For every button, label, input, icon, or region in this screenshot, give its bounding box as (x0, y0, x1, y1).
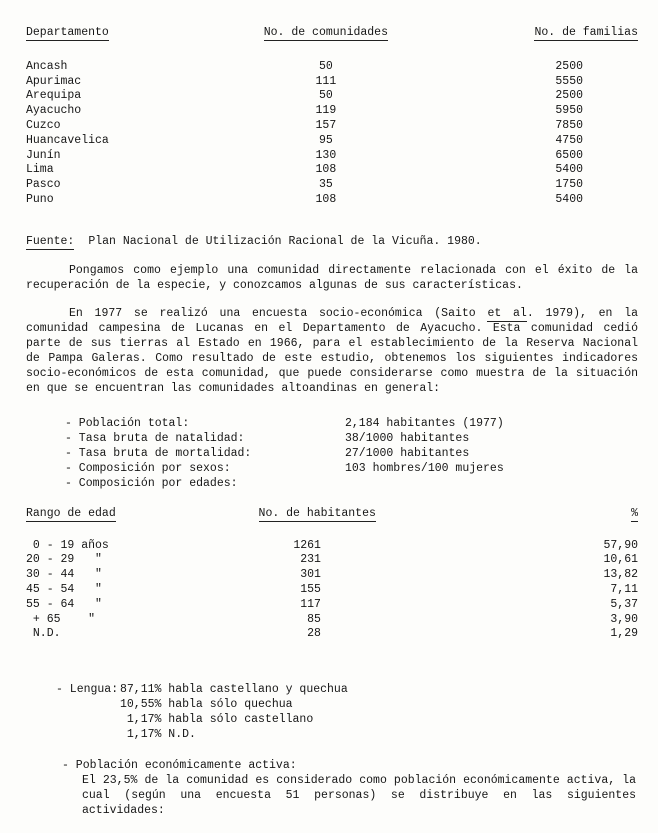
communities-table (26, 26, 638, 208)
table-row (26, 627, 638, 642)
age-range-cell: + 65 " (26, 612, 96, 626)
percent-cell: 10,61 (603, 553, 638, 567)
language-line: 10,55% habla sólo quechua (120, 698, 293, 712)
department-cell: Junín (26, 148, 61, 162)
communities-count-cell: 157 (315, 118, 337, 132)
indicator-label: - Población total: (65, 416, 190, 430)
percent-cell: 57,90 (603, 538, 638, 552)
table-row (26, 598, 638, 613)
table-row (26, 613, 638, 628)
communities-count-cell: 50 (318, 59, 333, 73)
indicator-label: - Composición por edades: (65, 476, 238, 490)
et-al-underlined: et al (487, 306, 527, 320)
age-range-cell: 45 - 54 " (26, 582, 102, 596)
paragraph-survey-part2: . 1979), en la comunidad campesina de Lucanas en el Departamento de Ayacucho. Esta comunidad cedió parte de sus tierras al Estado en 1966, para el establecimiento de la Reserva Nacional de Pampa Galeras. Como resultado de este estudio, obtenemos los siguientes indicadores socio-económicos de esta comunidad, que puede considerarse como muestra de la situación en que se encuentran las comunidades altoandinas en general: (26, 306, 639, 395)
economically-active-text: El 23,5% de la comunidad es considerado como población económicamente activa, la cual (según una encuesta 51 personas) se distribuye en las siguientes actividades: (82, 774, 636, 818)
age-range-cell: 55 - 64 " (26, 597, 102, 611)
source-label: Fuente: (26, 234, 75, 248)
language-line: 1,17% N.D. (120, 728, 196, 742)
department-cell: Ayacucho (26, 104, 82, 118)
department-cell: Lima (26, 163, 54, 177)
list-item (65, 431, 638, 446)
communities-count-cell: 130 (315, 148, 337, 162)
families-count-cell: 5400 (555, 163, 583, 177)
indicator-label: - Tasa bruta de natalidad: (65, 431, 245, 445)
department-cell: Cuzco (26, 118, 61, 132)
economically-active-label: - Población económicamente activa: (62, 759, 297, 773)
inhabitants-cell: 1261 (293, 538, 321, 552)
language-line: 1,17% habla sólo castellano (120, 713, 314, 727)
paragraph-survey-part1: En 1977 se realizó una encuesta socio-económica (Saito (69, 306, 488, 320)
age-range-cell: 30 - 44 " (26, 568, 102, 582)
header-rango-edad: Rango de edad (26, 506, 116, 520)
department-cell: Huancavelica (26, 133, 109, 147)
language-lines (120, 682, 348, 742)
communities-count-cell: 35 (318, 178, 333, 192)
indicator-value: 38/1000 habitantes (345, 431, 470, 445)
indicator-label: - Tasa bruta de mortalidad: (65, 446, 252, 460)
indicator-label: - Composición por sexos: (65, 461, 231, 475)
table-row (26, 149, 638, 164)
inhabitants-cell: 117 (300, 597, 321, 611)
header-no-comunidades: No. de comunidades (263, 26, 388, 39)
header-departamento: Departamento (26, 26, 109, 39)
percent-cell: 1,29 (610, 627, 638, 641)
communities-count-cell: 108 (315, 192, 337, 206)
age-range-cell: 20 - 29 " (26, 553, 102, 567)
communities-count-cell: 50 (318, 89, 333, 103)
indicator-value: 27/1000 habitantes (345, 446, 470, 460)
age-range-cell: N.D. (26, 627, 61, 641)
inhabitants-cell: 28 (307, 627, 321, 641)
list-item (65, 446, 638, 461)
families-count-cell: 5950 (555, 104, 583, 118)
language-label: - Lengua: (56, 683, 119, 697)
families-count-cell: 1750 (555, 178, 583, 192)
paragraph-example-intro: Pongamos como ejemplo una comunidad directamente relacionada con el éxito de la recuperación de la especie, y conozcamos algunas de sus características. (26, 263, 638, 292)
age-distribution-table (26, 507, 638, 642)
language-line: 87,11% habla castellano y quechua (120, 683, 348, 697)
communities-count-cell: 95 (318, 133, 333, 147)
list-item (65, 461, 638, 476)
families-count-cell: 2500 (555, 59, 583, 73)
communities-count-cell: 111 (315, 74, 337, 88)
economically-active-section (26, 758, 638, 818)
percent-cell: 7,11 (610, 582, 638, 596)
header-percent: % (631, 506, 638, 520)
age-table-header-row (26, 507, 638, 539)
communities-count-cell: 119 (315, 104, 337, 118)
table-row (26, 193, 638, 208)
table-row (26, 568, 638, 583)
table-row (26, 60, 638, 75)
department-cell: Ancash (26, 59, 68, 73)
inhabitants-cell: 85 (307, 612, 321, 626)
communities-count-cell: 108 (315, 163, 337, 177)
department-cell: Apurimac (26, 74, 82, 88)
source-line (26, 234, 638, 249)
inhabitants-cell: 231 (300, 553, 321, 567)
source-text: Plan Nacional de Utilización Racional de la Vicuña. 1980. (88, 234, 482, 248)
table-row (26, 583, 638, 598)
table-row (26, 119, 638, 134)
families-count-cell: 6500 (555, 148, 583, 162)
inhabitants-cell: 301 (300, 568, 321, 582)
table-row (26, 75, 638, 90)
list-item (65, 476, 638, 491)
percent-cell: 5,37 (610, 597, 638, 611)
table-row (26, 178, 638, 193)
department-cell: Puno (26, 192, 54, 206)
families-count-cell: 5400 (555, 192, 583, 206)
language-section (26, 682, 638, 742)
percent-cell: 3,90 (610, 612, 638, 626)
department-cell: Pasco (26, 178, 61, 192)
families-count-cell: 7850 (555, 118, 583, 132)
table-row (26, 89, 638, 104)
table-row (26, 163, 638, 178)
indicator-value: 2,184 habitantes (1977) (345, 416, 504, 430)
communities-table-header-row (26, 26, 638, 60)
families-count-cell: 5550 (555, 74, 583, 88)
table-row (26, 104, 638, 119)
table-row (26, 553, 638, 568)
header-no-familias: No. de familias (534, 26, 638, 39)
list-item (65, 416, 638, 431)
table-row (26, 539, 638, 554)
indicators-list (26, 416, 638, 491)
table-row (26, 134, 638, 149)
families-count-cell: 2500 (555, 89, 583, 103)
inhabitants-cell: 155 (300, 582, 321, 596)
paragraph-survey (26, 306, 638, 396)
percent-cell: 13,82 (603, 568, 638, 582)
header-no-habitantes: No. de habitantes (258, 506, 376, 520)
department-cell: Arequipa (26, 89, 82, 103)
age-range-cell: 0 - 19 años (26, 538, 109, 552)
families-count-cell: 4750 (555, 133, 583, 147)
indicator-value: 103 hombres/100 mujeres (345, 461, 504, 475)
